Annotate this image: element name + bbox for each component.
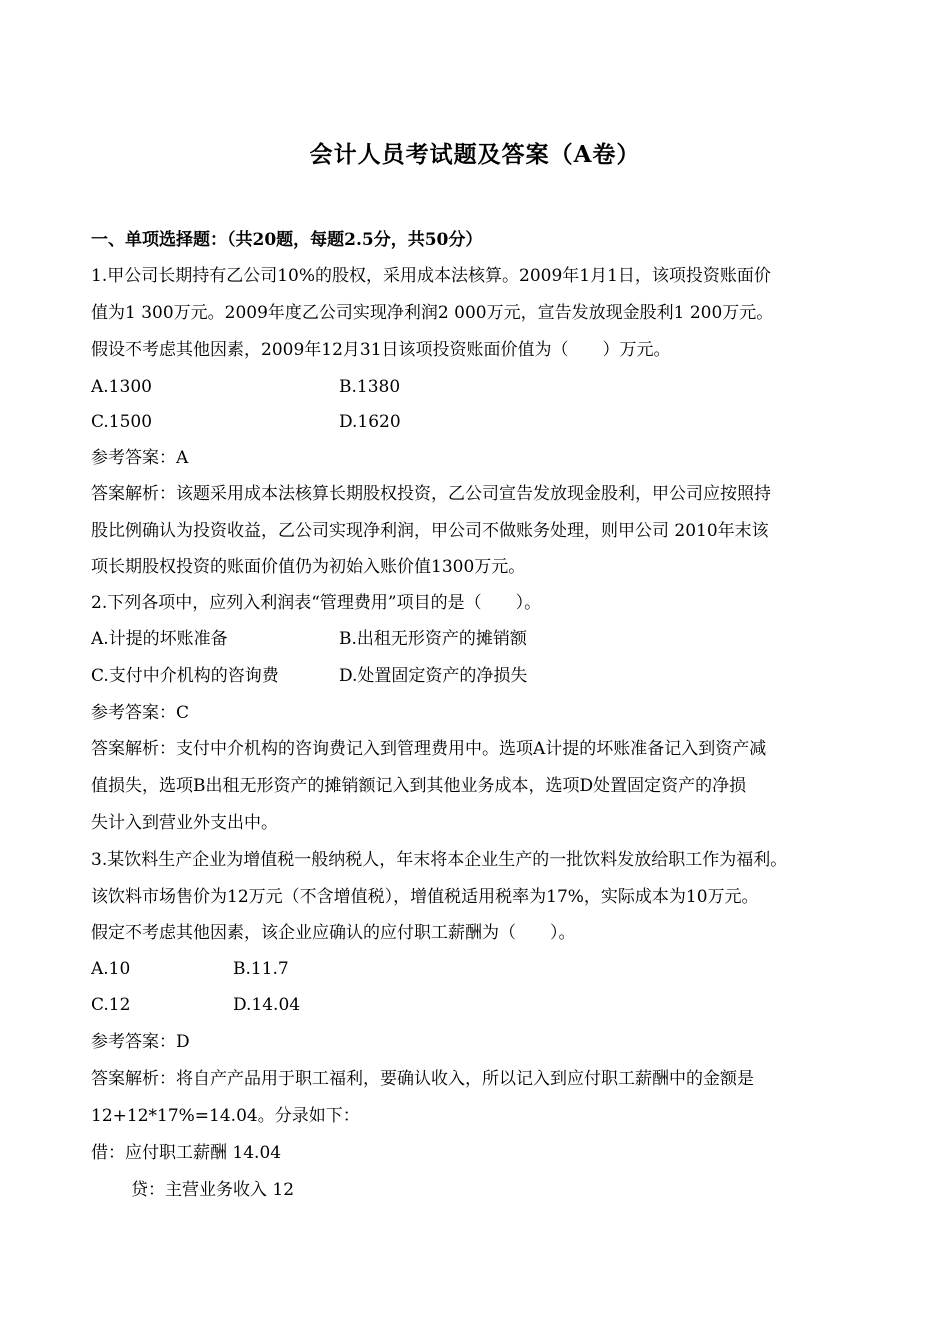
q3-line-3: 假定不考虑其他因素，该企业应确认的应付职工薪酬为（ ）。 [91,923,576,943]
q3-analysis-2: 12+12*17%=14.04。分录如下： [91,1106,360,1126]
q3-answer: 参考答案：D [91,1032,190,1052]
q1-analysis-1: 答案解析：该题采用成本法核算长期股权投资，乙公司宣告发放现金股利，甲公司应按照持 [91,484,771,504]
q1-line-1: 1.甲公司长期持有乙公司10%的股权，采用成本法核算。2009年1月1日，该项投资账面价 [91,266,771,286]
q3-option-c: C.12 [91,995,131,1015]
q1-line-3: 假设不考虑其他因素，2009年12月31日该项投资账面价值为（ ）万元。 [91,340,671,360]
q1-option-d: D.1620 [339,412,401,432]
q1-answer: 参考答案：A [91,448,189,468]
q2-option-d: D.处置固定资产的净损失 [339,666,528,686]
journal-entry-credit: 贷：主营业务收入 12 [131,1180,295,1200]
document-title: 会计人员考试题及答案（A卷） [309,141,641,168]
q2-option-c: C.支付中介机构的咨询费 [91,666,279,686]
q2-analysis-2: 值损失，选项B出租无形资产的摊销额记入到其他业务成本，选项D处置固定资产的净损 [91,776,747,796]
q2-option-a: A.计提的坏账准备 [91,629,228,649]
q2-answer: 参考答案：C [91,703,190,723]
q1-option-c: C.1500 [91,412,153,432]
q1-analysis-2: 股比例确认为投资收益，乙公司实现净利润，甲公司不做账务处理，则甲公司 2010年末该 [91,521,769,541]
q2-line-1: 2.下列各项中，应列入利润表“管理费用”项目的是（ ）。 [91,593,542,613]
q2-option-b: B.出租无形资产的摊销额 [339,629,527,649]
q3-option-b: B.11.7 [233,959,289,979]
q3-option-d: D.14.04 [233,995,301,1015]
section-heading: 一、单项选择题：（共20题，每题2.5分，共50分） [91,230,483,250]
q2-analysis-1: 答案解析：支付中介机构的咨询费记入到管理费用中。选项A计提的坏账准备记入到资产减 [91,739,767,759]
q3-line-2: 该饮料市场售价为12万元（不含增值税），增值税适用税率为17%，实际成本为10万元。 [91,887,759,907]
q3-option-a: A.10 [91,959,131,979]
q1-analysis-3: 项长期股权投资的账面价值仍为初始入账价值1300万元。 [91,557,526,577]
journal-entry-debit: 借：应付职工薪酬 14.04 [91,1143,282,1163]
q1-option-a: A.1300 [91,377,152,397]
q2-analysis-3: 失计入到营业外支出中。 [91,813,278,833]
q3-line-1: 3.某饮料生产企业为增值税一般纳税人，年末将本企业生产的一批饮料发放给职工作为福利。 [91,850,788,870]
q1-option-b: B.1380 [339,377,401,397]
q3-analysis-1: 答案解析：将自产产品用于职工福利，要确认收入，所以记入到应付职工薪酬中的金额是 [91,1069,754,1089]
q1-line-2: 值为1 300万元。2009年度乙公司实现净利润2 000万元，宣告发放现金股利1 200万元。 [91,303,774,323]
